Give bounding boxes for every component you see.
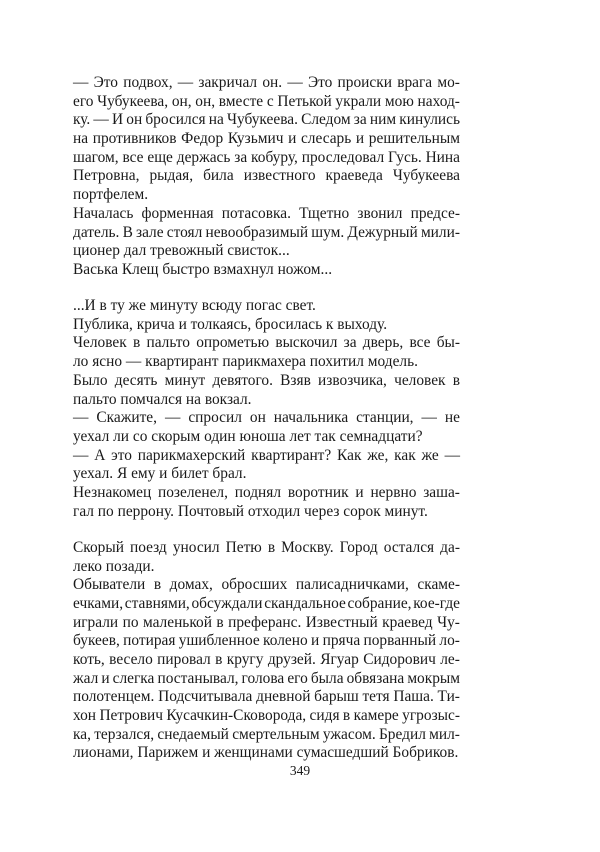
word: звонил (357, 204, 403, 222)
word: спросил (188, 409, 242, 427)
word: вместе (218, 92, 264, 110)
word: Сидорович (363, 650, 436, 668)
word: с (266, 92, 274, 110)
word: и (288, 130, 297, 148)
word: краеведа (325, 167, 383, 185)
word: и (311, 632, 320, 650)
word: смертельным (232, 725, 320, 743)
text-line: ...И в ту же минуту всюду погас свет. (73, 297, 316, 315)
word: шум. (311, 223, 345, 241)
word: в (452, 371, 460, 389)
word: Незнакомец (73, 483, 152, 501)
word: поднял (234, 483, 282, 501)
word: била (203, 167, 234, 185)
word: квартирант? (251, 446, 332, 464)
word: врага (397, 74, 433, 91)
paragraph-10 (73, 484, 460, 521)
word: еще (147, 148, 173, 166)
word: — (421, 409, 437, 427)
word: — (73, 409, 89, 427)
text-line (73, 74, 460, 93)
word: держась (176, 148, 231, 166)
text-line: Публика, крича и толкаясь, бросилась к выходу. (73, 315, 388, 333)
word: весело (109, 650, 153, 668)
word: в (216, 613, 224, 631)
word: барыш (314, 688, 359, 706)
word: в (267, 538, 276, 556)
word: на (73, 130, 89, 148)
word: Петровна, (73, 167, 140, 185)
section-break (73, 521, 460, 539)
word: потирая (123, 632, 176, 650)
word: бы- (436, 334, 460, 352)
word: слесарь (300, 130, 352, 148)
word: пряча (322, 632, 361, 650)
word: Гусь. (387, 148, 422, 166)
text-line (73, 334, 460, 353)
word: Известный (305, 613, 378, 631)
word: остался (383, 538, 435, 556)
paragraph-1 (73, 74, 460, 205)
text-line: Васька Клещ быстро взмахнул ножом... (73, 260, 333, 278)
word: бросился (145, 111, 206, 129)
word: извозчика, (318, 371, 387, 389)
word: известного (243, 167, 316, 185)
word: мил- (429, 725, 460, 743)
word: проследовал (301, 148, 385, 166)
word: невообразимый (205, 223, 309, 241)
word: терзался, (94, 725, 155, 743)
word: наход- (417, 92, 460, 110)
text-line: портфелем. (73, 186, 149, 204)
word: играли (73, 613, 119, 631)
word: снедаемый (157, 725, 229, 743)
word: Скорый (73, 538, 124, 556)
word: ло- (439, 632, 460, 650)
word: скаме- (417, 576, 460, 594)
text-line (73, 632, 460, 651)
word: букеев, (73, 632, 120, 650)
word: Петрович (99, 707, 163, 724)
word: Человек (73, 334, 127, 352)
word: он. (262, 74, 283, 91)
text-line: ционер дал тревожный свисток... (73, 242, 290, 260)
word: Это (307, 74, 333, 91)
word: станции, (356, 409, 414, 427)
word: поезд (129, 538, 167, 556)
word: домах, (169, 576, 213, 594)
word: закричал (198, 74, 258, 91)
word: ним (369, 111, 397, 129)
word: обвязана (346, 669, 405, 687)
word: Кузьмич (227, 130, 284, 148)
word: слегка (112, 669, 155, 687)
word: — (444, 446, 460, 464)
text-line (73, 130, 460, 149)
word: выскочил (275, 334, 338, 352)
text-line (73, 688, 460, 707)
word: позеленел, (157, 483, 228, 501)
word: это (111, 446, 132, 464)
word: преферанс. (228, 613, 302, 631)
word: на (208, 111, 224, 129)
word: ку. (73, 111, 91, 129)
word: и (355, 483, 364, 501)
word: — (287, 74, 303, 91)
word: Петю (225, 538, 262, 556)
word: уносил (172, 538, 220, 556)
word: мокрым (407, 669, 460, 687)
text-line: гал по перрону. Почтовый отходил через сорок минут. (73, 502, 428, 520)
word: он, (195, 92, 216, 110)
word: ечками, (73, 594, 124, 612)
word: полотенцем. (73, 688, 155, 706)
word: он, (171, 92, 192, 110)
word: маленькой (142, 613, 212, 631)
word: — (73, 446, 89, 464)
paragraph-9 (73, 447, 460, 484)
word: ужасом. (322, 725, 376, 743)
word: колено (263, 632, 308, 650)
paragraph-7 (73, 372, 460, 409)
word: за (343, 334, 357, 352)
text-line (73, 372, 460, 391)
paragraph-2 (73, 205, 460, 261)
word: предсе- (410, 204, 460, 222)
word: угрозыс- (402, 707, 460, 724)
text-line (73, 670, 460, 689)
paragraph-3 (73, 261, 460, 280)
word: не (444, 409, 460, 427)
word: заша- (423, 483, 460, 501)
word: И (111, 111, 124, 129)
word: потасовка. (221, 204, 291, 222)
word: он (126, 111, 143, 129)
text-line (73, 576, 460, 595)
text-line (73, 149, 460, 168)
word: Нина (425, 148, 460, 166)
word: Ти- (437, 688, 460, 706)
text-line (73, 93, 460, 112)
word: воротник (287, 483, 349, 501)
word: рыдая, (149, 167, 194, 185)
word: голова (241, 669, 285, 687)
page-body (73, 74, 460, 763)
word: — (177, 74, 194, 91)
word: пальто (146, 334, 190, 352)
word: Петькой (277, 92, 332, 110)
word: камере (353, 707, 399, 724)
word: кое-где (413, 594, 460, 612)
word: Кусачкин-Сковорода, (166, 707, 307, 724)
word: Москву. (281, 538, 334, 556)
word: в (153, 576, 162, 594)
text-line (73, 726, 460, 745)
word: А (94, 446, 106, 464)
word: все (409, 334, 431, 352)
word: Федор (181, 130, 224, 148)
word: как (394, 446, 416, 464)
word: была (310, 669, 344, 687)
page-number: 349 (289, 763, 311, 778)
text-line (73, 167, 460, 186)
word: Как (337, 446, 362, 464)
word: собрание, (347, 594, 412, 612)
word: украли (335, 92, 382, 110)
word: Обыватели (73, 576, 146, 594)
text-line (73, 595, 460, 614)
word: же (421, 446, 439, 464)
word: опрометью (196, 334, 270, 352)
word: кобуру, (251, 148, 298, 166)
word: же, (367, 446, 389, 464)
word: тетя (362, 688, 390, 706)
word: Ягуар (320, 650, 359, 668)
word: десять (114, 371, 158, 389)
word: скандальное (264, 594, 346, 612)
paragraph-8 (73, 409, 460, 446)
text-line: ло ясно — квартирант парикмахера похитил модель. (73, 353, 418, 371)
word: ушибленное (178, 632, 260, 650)
text-line (73, 409, 460, 428)
word: порванный (363, 632, 437, 650)
word: обросших (221, 576, 288, 594)
word: шагом, (73, 148, 119, 166)
word: и (101, 669, 110, 687)
word: Подсчитывала (158, 688, 253, 706)
text-line: леко позади. (73, 557, 155, 575)
word: Чубукеева, (97, 92, 169, 110)
word: он (249, 409, 266, 427)
word: ставнями, (124, 594, 190, 612)
paragraph-4 (73, 297, 460, 316)
word: хон (73, 707, 97, 724)
word: происки (337, 74, 392, 91)
word: человек (394, 371, 446, 389)
word: Было (73, 371, 108, 389)
word: Чубукеева (392, 167, 460, 185)
word: дверь, (362, 334, 404, 352)
word: девятого. (212, 371, 273, 389)
word: обсуждали (191, 594, 263, 612)
word: Это (93, 74, 118, 91)
word: палисадничками, (295, 576, 409, 594)
word: начальника (273, 409, 349, 427)
word: кинулись (399, 111, 460, 129)
word: мо- (437, 74, 460, 91)
word: Взяв (280, 371, 311, 389)
word: Паша. (393, 688, 434, 706)
word: Дежурный (347, 223, 418, 241)
word: его (287, 669, 308, 687)
word: за (353, 111, 367, 129)
word: — (164, 409, 181, 427)
word: кругу (226, 650, 264, 668)
text-line: уехал ли со скорым один юноша лет так семнадцати? (73, 427, 423, 445)
text-line (73, 224, 460, 243)
word: нервно (370, 483, 417, 501)
text-line (73, 707, 460, 726)
word: Началась (73, 204, 134, 222)
word: мили- (420, 223, 460, 241)
word: форменная (141, 204, 214, 222)
paragraph-6 (73, 334, 460, 371)
word: и (355, 130, 365, 148)
word: ка, (73, 725, 91, 743)
text-line (73, 651, 460, 670)
paragraph-12 (73, 576, 460, 763)
word: Чубукеева. (227, 111, 298, 129)
word: за (234, 148, 248, 166)
text-line (73, 111, 460, 130)
word: Чу- (437, 613, 460, 631)
word: ле- (440, 650, 460, 668)
word: Город (339, 538, 378, 556)
word: краевед (382, 613, 433, 631)
word: — (93, 111, 109, 129)
word: в (132, 334, 141, 352)
word: зале (136, 223, 164, 241)
word: Следом (301, 111, 351, 129)
word: его (73, 92, 94, 110)
word: Бредил (378, 725, 426, 743)
text-line: лионами, Парижем и женщинами сумасшедший Бобриков. (73, 744, 459, 762)
word: жал (73, 669, 99, 687)
word: стоял (166, 223, 203, 241)
text-line: уехал. Я ему и билет брал. (73, 465, 247, 483)
word: сидя (309, 707, 340, 724)
word: коть, (73, 650, 105, 668)
text-line (73, 205, 460, 224)
word: все (122, 148, 144, 166)
word: Тщетно (299, 204, 350, 222)
section-break (73, 280, 460, 298)
word: Скажите, (96, 409, 157, 427)
word: друзей. (267, 650, 316, 668)
text-line (73, 484, 460, 503)
word: да- (440, 538, 460, 556)
word: мою (384, 92, 414, 110)
text-line (73, 447, 460, 466)
word: подвох, (123, 74, 173, 91)
word: датель. (73, 223, 120, 241)
paragraph-5 (73, 316, 460, 335)
word: в (342, 707, 351, 724)
word: — (73, 74, 89, 91)
word: противников (92, 130, 177, 148)
word: пировал (157, 650, 211, 668)
word: решительным (368, 130, 460, 148)
word: парикмахерский (137, 446, 246, 464)
word: в (215, 650, 223, 668)
word: по (122, 613, 139, 631)
word: дневной (256, 688, 311, 706)
text-line (73, 539, 460, 558)
text-line: пальто помчался на вокзал. (73, 390, 252, 408)
word: минут (164, 371, 206, 389)
text-line (73, 614, 460, 633)
word: постанывал, (157, 669, 239, 687)
word: В (122, 223, 133, 241)
paragraph-11 (73, 539, 460, 576)
